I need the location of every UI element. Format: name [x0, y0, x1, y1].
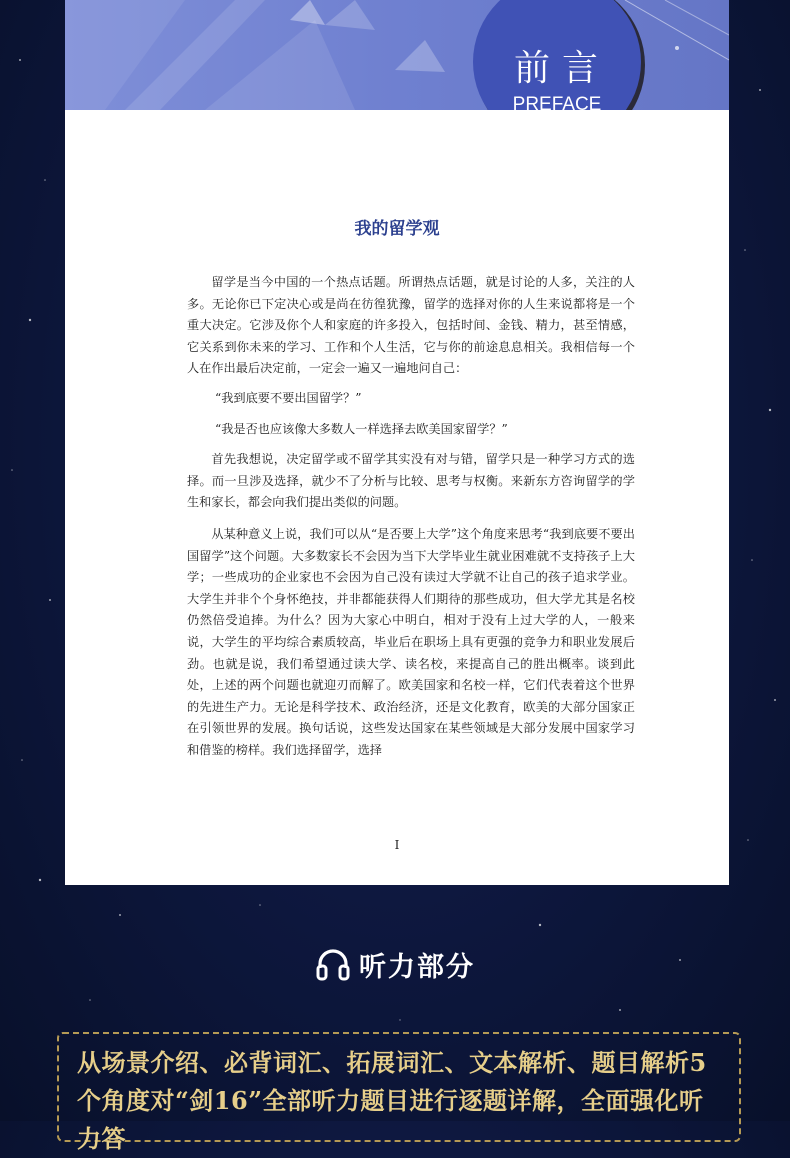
- paragraph-2: 首先我想说，决定留学或不留学其实没有对与错，留学只是一种学习方式的选择。而一旦涉及选择，就少不了分析与比较、思考与权衡。来新东方咨询留学的学生和家长，都会向我们提出类似的问题。: [187, 452, 635, 510]
- preface-page: [65, 0, 729, 885]
- quote-1: “我到底要不要出国留学？”: [215, 390, 362, 405]
- article-body: [187, 272, 635, 761]
- headphones-icon: [315, 946, 351, 982]
- intro-text: 从场景介绍、必背词汇、拓展词汇、文本解析、题目解析5个角度对“剑16”全部听力题目进行逐题详解，全面强化听力答: [77, 1048, 707, 1153]
- preface-cn-title: 前言: [513, 47, 610, 89]
- paragraph-3: 从某种意义上说，我们可以从“是否要上大学”这个角度来思考“我到底要不要出国留学”这个问题。大多数家长不会因为当下大学毕业生就业困难就不支持孩子上大学；一些成功的企业家也不会因为自己没有读过大学就不让自己的孩子追求学业。大学生并非个个身怀绝技，并非都能获得人们期待的那些成功，但大学尤其是名校仍然倍受追捧。为什么？因为大家心中明白，相对于没有上过大学的人，一般来说，大学生的平均综合素质较高，毕业后在职场上具有更强的竞争力和职业发展后劲。也就是说，我们希望通过读大学、读名校，来提高自己的胜出概率。谈到此处，上述的两个问题也就迎刃而解了。欧美国家和名校一样，它们代表着这个世界的先进生产力。无论是科学技术、政治经济，还是文化教育，欧美的大部分国家正在引领世界的发展。换句话说，这些发达国家在某些领域是大部分发展中国家学习和借鉴的榜样。我们选择留学，选择: [187, 526, 635, 757]
- quote-2: “我是否也应该像大多数人一样选择去欧美国家留学？”: [215, 421, 508, 436]
- section-heading: [0, 944, 790, 984]
- preface-en-title: PREFACE: [512, 93, 602, 110]
- page-number: I: [394, 838, 400, 852]
- section-title: 听力部分: [359, 951, 475, 983]
- paragraph-1: 留学是当今中国的一个热点话题。所谓热点话题，就是讨论的人多，关注的人多。无论你已下定决心或是尚在彷徨犹豫，留学的选择对你的人生来说都将是一个重大决定。它涉及你个人和家庭的许多投入，包括时间、金钱、精力，甚至情感，它关系到你未来的学习、工作和个人生活，它与你的前途息息相关。我相信每一个人在作出最后决定前，一定会一遍又一遍地问自己：: [187, 275, 635, 376]
- preface-badge: [473, 0, 641, 110]
- preface-banner: [65, 0, 729, 110]
- intro-box: [57, 1032, 741, 1153]
- article-title: 我的留学观: [354, 219, 440, 239]
